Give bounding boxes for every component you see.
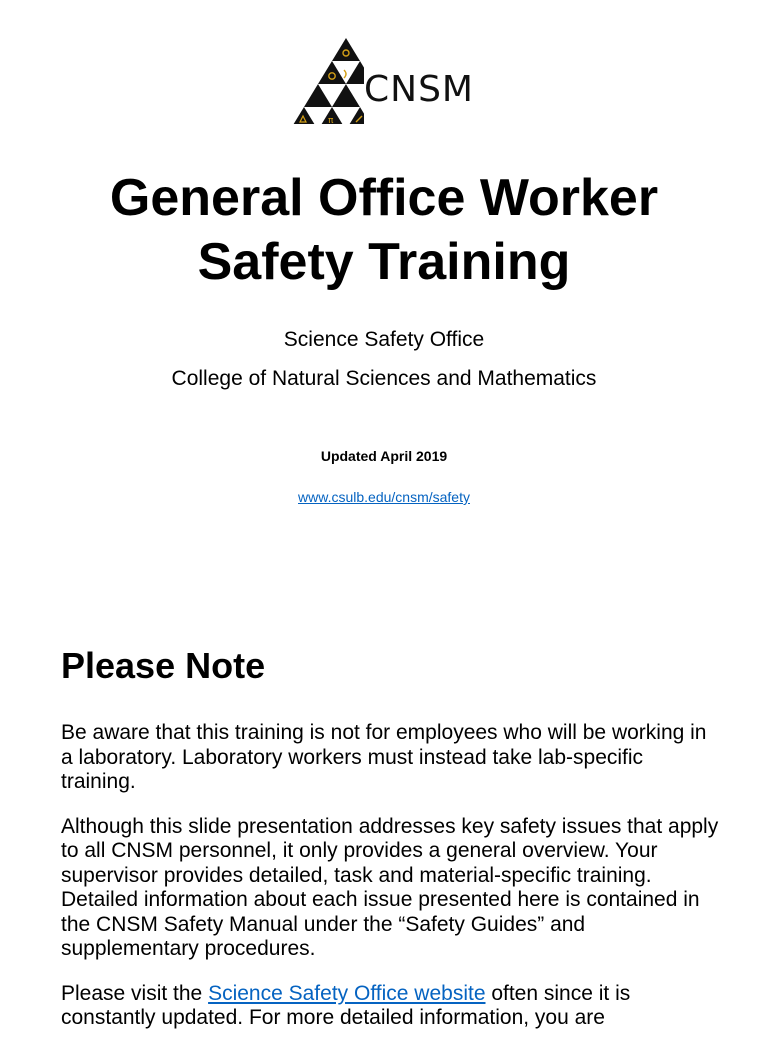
title-line-2: Safety Training bbox=[197, 233, 571, 291]
paragraph-3-lead: Please visit the bbox=[61, 981, 209, 1005]
svg-text:π: π bbox=[328, 116, 334, 124]
logo-wordmark: CNSM bbox=[364, 69, 474, 110]
website-link-container bbox=[0, 488, 768, 506]
subtitle-office: Science Safety Office bbox=[283, 328, 485, 351]
updated-date: Updated April 2019 bbox=[320, 448, 448, 464]
note-paragraph-3 bbox=[61, 982, 721, 1031]
note-body bbox=[61, 721, 721, 1051]
subtitle-college: College of Natural Sciences and Mathematics bbox=[171, 367, 597, 390]
note-slide bbox=[0, 604, 768, 1029]
cnsm-triangle-logo-icon bbox=[280, 34, 364, 124]
page-title bbox=[0, 166, 768, 294]
note-heading: Please Note bbox=[61, 645, 266, 686]
title-line-1: General Office Worker bbox=[109, 169, 659, 227]
note-paragraph-2: Although this slide presentation addresses key safety issues that apply to all CNSM personnel, it only provides a general overview. Your supervisor provides detailed, task and material-specific training. Detailed information about each issue presented here is contained in the CNSM Safety Manual under the “Safety Guides” and supplementary procedures. bbox=[61, 814, 719, 960]
note-paragraph-1: Be aware that this training is not for employees who will be working in a laboratory. Laboratory workers must instead take lab-specific training. bbox=[61, 721, 707, 793]
safety-website-link[interactable]: www.csulb.edu/cnsm/safety bbox=[298, 489, 470, 505]
cnsm-logo bbox=[280, 34, 490, 124]
science-safety-office-link[interactable]: Science Safety Office website bbox=[208, 981, 486, 1005]
paragraph-3-tail: often since it is constantly updated. For more detailed information, you are bbox=[61, 981, 631, 1029]
